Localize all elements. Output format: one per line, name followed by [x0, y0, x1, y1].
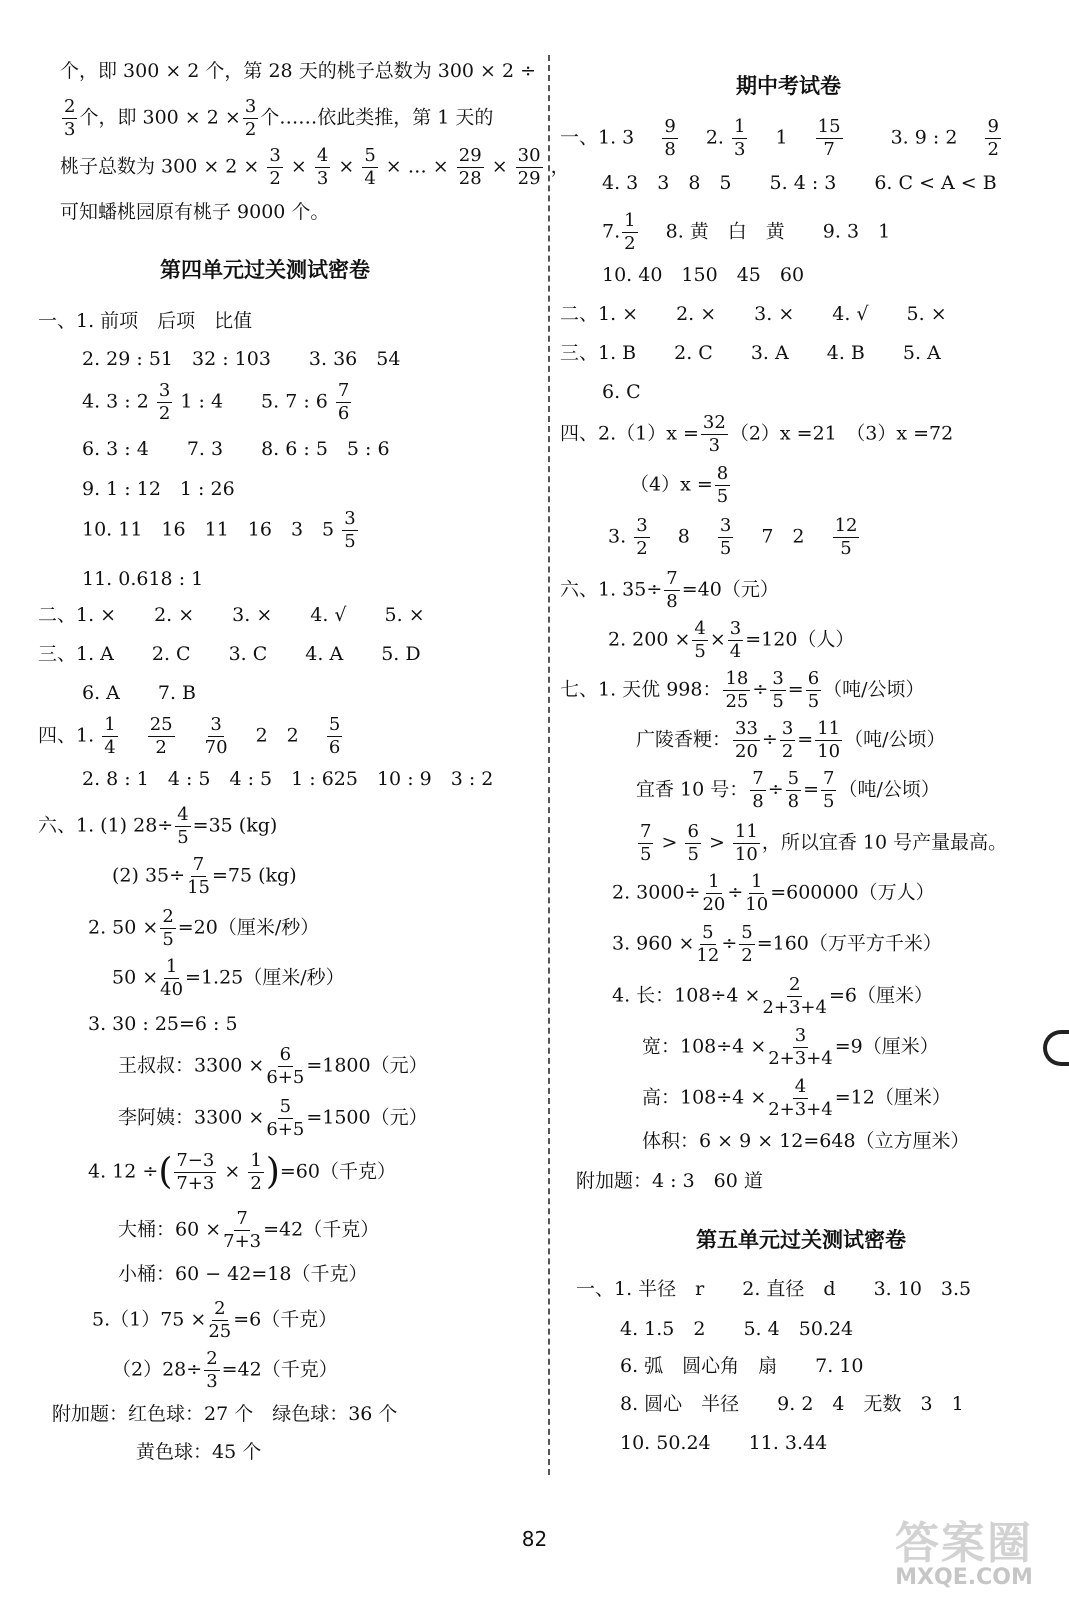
- u5-line3: 6. 弧 圆心角 扇 7. 10: [620, 1355, 864, 1377]
- mid-s2: 二、1. × 2. × 3. × 4. √ 5. ×: [560, 303, 947, 325]
- u4-s6-p5: 3. 30 : 25=6 : 5: [88, 1013, 238, 1035]
- mid-s7-line10: 体积：6 × 9 × 12=648（立方厘米）: [642, 1130, 970, 1152]
- u4-s6-p12: （2）28÷ $\frac{2}{3}$ =42（千克）: [112, 1348, 338, 1392]
- mid-s1-line2: 4. 3 3 8 5 5. 4 : 3 6. C < A < B: [602, 172, 997, 194]
- u4-s6-p4: 50 × $\frac{1}{40}$ =1.25（厘米/秒）: [112, 956, 345, 1000]
- mid-s4-line1: 四、2.（1）x = $\frac{32}{3}$ （2）x =21 （3）x =72: [560, 412, 954, 456]
- unit5-title: 第五单元过关测试密卷: [696, 1228, 906, 1252]
- mid-s3-line2: 6. C: [602, 381, 641, 403]
- u4-extra-line2: 黄色球：45 个: [136, 1441, 262, 1463]
- u4-s3-line1: 三、1. A 2. C 3. C 4. A 5. D: [38, 643, 421, 665]
- mid-s7-line1: 七、1. 天优 998： $\frac{18}{25}$ ÷ $\frac{3}{5}$ = $\frac{6}{5}$ （吨/公顷）: [560, 668, 925, 712]
- u4-extra-line1: 附加题：红色球：27 个 绿色球：36 个: [52, 1403, 398, 1425]
- intro-line-1: 个，即 300 × 2 个，第 28 天的桃子总数为 300 × 2 ÷: [60, 60, 537, 82]
- mid-s3-line1: 三、1. B 2. C 3. A 4. B 5. A: [560, 342, 941, 364]
- u4-s4-line2: 2. 8 : 1 4 : 5 4 : 5 1 : 625 10 : 9 3 : 2: [82, 768, 494, 790]
- u5-line1: 一、1. 半径 r 2. 直径 d 3. 10 3.5: [576, 1278, 972, 1300]
- u4-s1-line2: 2. 29 : 51 32 : 103 3. 36 54: [82, 348, 401, 370]
- intro-line-2: $\frac{2}{3}$ 个，即 300 × 2 × $\frac{3}{2}$ 个……依此类推，第 1 天的: [64, 96, 494, 140]
- mid-s4-line3: 3. $\frac{3}{2}$ 8 $\frac{3}{5}$ 7 2 $\frac{12}{5}$: [608, 515, 858, 559]
- mid-s1-line4: 10. 40 150 45 60: [602, 264, 805, 286]
- u4-s6-p2: (2) 35÷ $\frac{7}{15}$ =75 (kg): [112, 854, 297, 898]
- mid-s7-line8: 宽：108÷4 × $\frac{3}{2+3+4}$ =9（厘米）: [642, 1025, 939, 1069]
- mid-s7-line4: $\frac{7}{5}$ > $\frac{6}{5}$ > $\frac{11}{10}$ ，所以宜香 10 号产量最高。: [640, 821, 1008, 865]
- edge-mark: [1043, 1030, 1069, 1066]
- mid-s7-line2: 广陵香粳： $\frac{33}{20}$ ÷ $\frac{3}{2}$ = $\frac{11}{10}$ （吨/公顷）: [636, 718, 946, 762]
- u4-s2: 二、1. × 2. × 3. × 4. √ 5. ×: [38, 604, 425, 626]
- u5-line5: 10. 50.24 11. 3.44: [620, 1432, 828, 1454]
- mid-s7-line5: 2. 3000÷ $\frac{1}{20}$ ÷ $\frac{1}{10}$ =600000（万人）: [612, 871, 935, 915]
- u4-s4-line1: 四、1. $\frac{1}{4}$ $\frac{25}{2}$ $\frac{3}{70}$ 2 2 $\frac{5}{6}$: [38, 714, 341, 758]
- u4-s1-line4: 6. 3 : 4 7. 3 8. 6 : 5 5 : 6: [82, 438, 390, 460]
- mid-s1-line3: 7. $\frac{1}{2}$ 8. 黄 白 黄 9. 3 1: [602, 210, 891, 254]
- mid-s7-line7: 4. 长：108÷4 × $\frac{2}{2+3+4}$ =6（厘米）: [612, 974, 933, 1018]
- u4-s6-p11: 5.（1）75 × $\frac{2}{25}$ =6（千克）: [92, 1298, 338, 1342]
- u4-s1-line7: 11. 0.618 : 1: [82, 568, 204, 590]
- u4-s6-p1: 六、1. (1) 28÷ $\frac{4}{5}$ =35 (kg): [38, 804, 278, 848]
- intro-line-4: 可知蟠桃园原有桃子 9000 个。: [60, 201, 330, 223]
- u4-s1-line1: 一、1. 前项 后项 比值: [38, 310, 253, 332]
- mid-s1-line1: 一、1. 3 $\frac{9}{8}$ 2. $\frac{1}{3}$ 1 $\frac{15}{7}$ 3. 9 : 2 $\frac{9}{2}$: [560, 116, 999, 160]
- u5-line2: 4. 1.5 2 5. 4 50.24: [620, 1318, 854, 1340]
- watermark-url: MXQE.COM: [895, 1565, 1033, 1590]
- unit4-title: 第四单元过关测试密卷: [160, 258, 370, 282]
- watermark-text: 答案圈: [895, 1518, 1033, 1569]
- column-divider: [548, 55, 550, 1475]
- u4-s6-p7: 李阿姨：3300 × $\frac{5}{6+5}$ =1500（元）: [118, 1096, 428, 1140]
- intro-line-3: 桃子总数为 300 × 2 × $\frac{3}{2}$ × $\frac{4}{3}$ × $\frac{5}{4}$ × … × $\frac{29}{28}$ × $\frac{30}{29}$ ，: [60, 145, 570, 189]
- u4-s1-line5: 9. 1 : 12 1 : 26: [82, 478, 235, 500]
- midterm-title: 期中考试卷: [736, 74, 841, 98]
- mid-s4-line2: （4）x = $\frac{8}{5}$: [630, 463, 729, 507]
- u4-s1-line3: 4. 3 : 2 $\frac{3}{2}$ 1 : 4 5. 7 : 6 $\frac{7}{6}$: [82, 380, 350, 424]
- u4-s6-p10: 小桶：60 − 42=18（千克）: [118, 1263, 368, 1285]
- mid-s7-line9: 高：108÷4 × $\frac{4}{2+3+4}$ =12（厘米）: [642, 1076, 951, 1120]
- page-number: 82: [521, 1527, 548, 1551]
- u4-s6-p6: 王叔叔：3300 × $\frac{6}{6+5}$ =1800（元）: [118, 1044, 428, 1088]
- u4-s6-p9: 大桶：60 × $\frac{7}{7+3}$ =42（千克）: [118, 1208, 380, 1252]
- u4-s6-p3: 2. 50 × $\frac{2}{5}$ =20（厘米/秒）: [88, 906, 320, 950]
- mid-s7-line6: 3. 960 × $\frac{5}{12}$ ÷ $\frac{5}{2}$ =160（万平方千米）: [612, 922, 942, 966]
- mid-s6-line1: 六、1. 35÷ $\frac{7}{8}$ =40（元）: [560, 568, 779, 612]
- watermark-logo: [869, 1518, 1059, 1592]
- u5-line4: 8. 圆心 半径 9. 2 4 无数 3 1: [620, 1393, 964, 1415]
- u4-s3-line2: 6. A 7. B: [82, 682, 197, 704]
- mid-s7-line3: 宜香 10 号： $\frac{7}{8}$ ÷ $\frac{5}{8}$ = $\frac{7}{5}$ （吨/公顷）: [636, 768, 940, 812]
- mid-extra: 附加题：4 : 3 60 道: [576, 1170, 763, 1192]
- u4-s1-line6: 10. 11 16 11 16 3 5 $\frac{3}{5}$: [82, 508, 356, 552]
- u4-s6-p8: 4. 12 ÷( $\frac{7-3}{7+3}$ × $\frac{1}{2}$ )=60（千克）: [88, 1150, 396, 1194]
- mid-s6-line2: 2. 200 × $\frac{4}{5}$ × $\frac{3}{4}$ =120（人）: [608, 618, 855, 662]
